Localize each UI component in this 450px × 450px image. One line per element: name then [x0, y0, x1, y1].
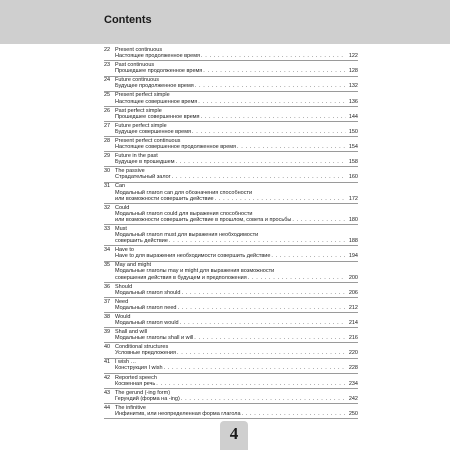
toc-entry-description: Модальные глаголы shall и will	[115, 335, 194, 342]
toc-entry	[104, 108, 358, 120]
toc-entry-page: 242	[348, 395, 358, 402]
toc-entry-page: 206	[348, 289, 358, 296]
toc-entry-number: 28	[104, 137, 111, 144]
divider	[104, 388, 358, 389]
toc-entry-description: Страдательный залог	[115, 174, 171, 181]
divider	[104, 403, 358, 404]
toc-entry-page: 220	[348, 350, 358, 357]
divider	[104, 203, 358, 204]
toc-entry-number: 24	[104, 77, 111, 84]
divider	[104, 342, 358, 343]
divider	[104, 136, 358, 137]
toc-entry-page: 214	[348, 319, 358, 326]
toc-entry-title: I wish …	[115, 359, 137, 366]
toc-entry-page: 200	[348, 274, 358, 281]
toc-entry-description: Прошедшее совершенное время	[115, 113, 200, 120]
toc-entry-title: Should	[115, 283, 133, 290]
dot-leader	[177, 305, 346, 311]
toc-entry	[104, 183, 358, 201]
dot-leader	[195, 83, 346, 89]
toc-entry-page: 132	[348, 83, 358, 90]
divider	[104, 106, 358, 107]
toc-entry-page: 172	[348, 195, 358, 202]
toc-entry-number: 31	[104, 183, 111, 190]
toc-entry-description: Герундий (форма на -ing)	[115, 395, 180, 402]
toc-entry-number: 27	[104, 122, 111, 129]
dot-leader	[248, 275, 346, 281]
dot-leader	[292, 217, 346, 223]
toc-entry-page: 212	[348, 304, 358, 311]
dot-leader	[201, 53, 346, 59]
toc-entry-description: Будущее в прошедшем	[115, 159, 175, 166]
toc-entry	[104, 284, 358, 296]
toc-entry-description: Условные предложения	[115, 350, 176, 357]
toc-entry-page: 160	[348, 174, 358, 181]
toc-entry-description: Прошедшее продолженное время	[115, 68, 203, 75]
divider	[104, 358, 358, 359]
toc-entry-description: Модальный глагол can для обозначения способности	[115, 189, 253, 196]
dot-leader	[180, 320, 346, 326]
toc-entry-description: Модальный глагол could для выражения способности	[115, 210, 253, 217]
page-number: 4	[229, 424, 239, 443]
toc-entry-title: Past perfect simple	[115, 107, 162, 114]
toc-entry-number: 37	[104, 298, 111, 305]
toc-entry-title: Present perfect continuous	[115, 137, 181, 144]
toc-entry-page: 188	[348, 238, 358, 245]
toc-entry	[104, 168, 358, 180]
toc-entry	[104, 375, 358, 387]
toc-entry	[104, 47, 358, 59]
divider	[104, 60, 358, 61]
toc-entry-description: Будущее продолженное время	[115, 83, 194, 90]
divider	[104, 76, 358, 77]
toc-entry	[104, 247, 358, 259]
toc-entry-page: 234	[348, 380, 358, 387]
divider	[104, 261, 358, 262]
dot-leader	[172, 174, 346, 180]
toc-entry-number: 23	[104, 62, 111, 69]
toc-entry-title: Can	[115, 183, 126, 190]
toc-entry-title: The infinitive	[115, 404, 146, 411]
dot-leader	[194, 335, 346, 341]
toc-entry-number: 38	[104, 313, 111, 320]
toc-entry-number: 26	[104, 107, 111, 114]
toc-entry-page: 158	[348, 159, 358, 166]
divider	[104, 312, 358, 313]
toc-entry-title: Reported speech	[115, 374, 157, 381]
dot-leader	[177, 350, 346, 356]
toc-entry	[104, 314, 358, 326]
toc-entry-number: 44	[104, 404, 111, 411]
toc-entry-number: 25	[104, 92, 111, 99]
toc-entry-number: 30	[104, 168, 111, 175]
contents-title: Contents	[104, 14, 152, 26]
toc-entry-description: или возможности совершить действие	[115, 195, 214, 202]
toc-entry-description: Инфинитив, или неопределенная форма глагола	[115, 410, 241, 417]
toc-entry-page: 144	[348, 113, 358, 120]
dot-leader	[201, 114, 346, 120]
toc-entry-page: 180	[348, 216, 358, 223]
toc-entry-title: Must	[115, 225, 127, 232]
toc-entry-description: Have to для выражения необходимости совершить действие	[115, 253, 271, 260]
toc-entry-page: 128	[348, 68, 358, 75]
toc-entry-number: 41	[104, 359, 111, 366]
toc-entry-description: Модальный глагол need	[115, 304, 177, 311]
toc-entry-number: 40	[104, 344, 111, 351]
dot-leader	[164, 365, 346, 371]
toc-entry-number: 34	[104, 247, 111, 254]
toc-entry-number: 35	[104, 262, 111, 269]
toc-entry-number: 39	[104, 329, 111, 336]
toc-entry-number: 42	[104, 374, 111, 381]
toc-entry-title: Future in the past	[115, 153, 158, 160]
divider	[104, 282, 358, 283]
dot-leader	[192, 129, 346, 135]
header-bar	[0, 0, 450, 44]
toc-entry-description: Настоящее продолженное время	[115, 53, 200, 60]
toc-entry-title: The passive	[115, 168, 145, 175]
divider	[104, 151, 358, 152]
dot-leader	[156, 381, 346, 387]
toc-entry	[104, 390, 358, 402]
divider	[104, 182, 358, 183]
toc-entry-description: совершить действие	[115, 238, 168, 245]
toc-entry-description: или возможности совершить действие в прошлом, совета и просьбы	[115, 216, 292, 223]
toc-entry-description: Косвенная речь	[115, 380, 156, 387]
divider	[104, 121, 358, 122]
toc-entry-title: Shall and will	[115, 329, 148, 336]
toc-entry	[104, 359, 358, 371]
toc-entry	[104, 405, 358, 417]
dot-leader	[271, 253, 346, 259]
toc-entry-page: 250	[348, 410, 358, 417]
divider	[104, 297, 358, 298]
dot-leader	[242, 411, 346, 417]
toc-entry	[104, 205, 358, 223]
toc-entry-page: 228	[348, 365, 358, 372]
dot-leader	[198, 99, 346, 105]
toc-entry-description: Конструкция I wish	[115, 365, 163, 372]
toc-entry-title: Future continuous	[115, 77, 160, 84]
toc-entry-number: 32	[104, 204, 111, 211]
divider	[104, 327, 358, 328]
toc-entry	[104, 329, 358, 341]
dot-leader	[215, 196, 346, 202]
toc-entry-number: 36	[104, 283, 111, 290]
toc-entry-title: Past continuous	[115, 62, 155, 69]
toc-entry-description: Будущее совершенное время	[115, 128, 191, 135]
dot-leader	[203, 68, 346, 74]
toc-entry-page: 122	[348, 53, 358, 60]
toc-entry	[104, 77, 358, 89]
toc-entry	[104, 123, 358, 135]
toc-entry-title: Future perfect simple	[115, 122, 167, 129]
toc-entry-number: 43	[104, 389, 111, 396]
toc-entry-title: May and might	[115, 262, 152, 269]
divider	[104, 418, 358, 419]
toc-entry	[104, 62, 358, 74]
toc-entry	[104, 344, 358, 356]
toc-entry-description: Модальный глагол must для выражения необходимости	[115, 232, 259, 238]
dot-leader	[181, 396, 346, 402]
toc-entry	[104, 138, 358, 150]
toc-entry-title: Need	[115, 298, 129, 305]
dot-leader	[181, 290, 346, 296]
toc-entry-title: Would	[115, 313, 131, 320]
divider	[104, 245, 358, 246]
toc-entry-description: Модальный глагол should	[115, 289, 181, 296]
toc-entry	[104, 92, 358, 104]
toc-entry-title: The gerund (-ing form)	[115, 389, 171, 396]
toc-entry	[104, 262, 358, 280]
toc-entry-title: Present perfect simple	[115, 92, 170, 99]
table-of-contents	[104, 47, 358, 420]
toc-entry-description: совершения действия в будущем и предположения	[115, 274, 247, 281]
toc-entry-number: 22	[104, 47, 111, 53]
toc-entry-page: 216	[348, 335, 358, 342]
toc-entry-number: 29	[104, 153, 111, 160]
dot-leader	[237, 144, 346, 150]
divider	[104, 373, 358, 374]
divider	[104, 166, 358, 167]
toc-entry-page: 154	[348, 144, 358, 151]
page-number-tab	[220, 421, 248, 450]
dot-leader	[175, 159, 346, 165]
toc-entry-description: Настоящее совершенное продолженное время	[115, 144, 237, 151]
toc-entry-page: 194	[348, 253, 358, 260]
divider	[104, 224, 358, 225]
toc-entry	[104, 153, 358, 165]
toc-entry-description: Модальный глагол would	[115, 319, 179, 326]
toc-entry-page: 150	[348, 128, 358, 135]
toc-entry-page: 136	[348, 98, 358, 105]
toc-entry-title: Could	[115, 204, 130, 211]
toc-entry-title: Have to	[115, 247, 134, 254]
toc-entry-number: 33	[104, 225, 111, 232]
toc-entry-description: Модальные глаголы may и might для выражения возможности	[115, 268, 275, 275]
dot-leader	[169, 238, 346, 244]
toc-entry	[104, 226, 358, 244]
toc-entry-title: Present continuous	[115, 47, 163, 53]
toc-entry-title: Conditional structures	[115, 344, 169, 351]
divider	[104, 91, 358, 92]
toc-entry-description: Настоящее совершенное время	[115, 98, 198, 105]
toc-entry	[104, 299, 358, 311]
